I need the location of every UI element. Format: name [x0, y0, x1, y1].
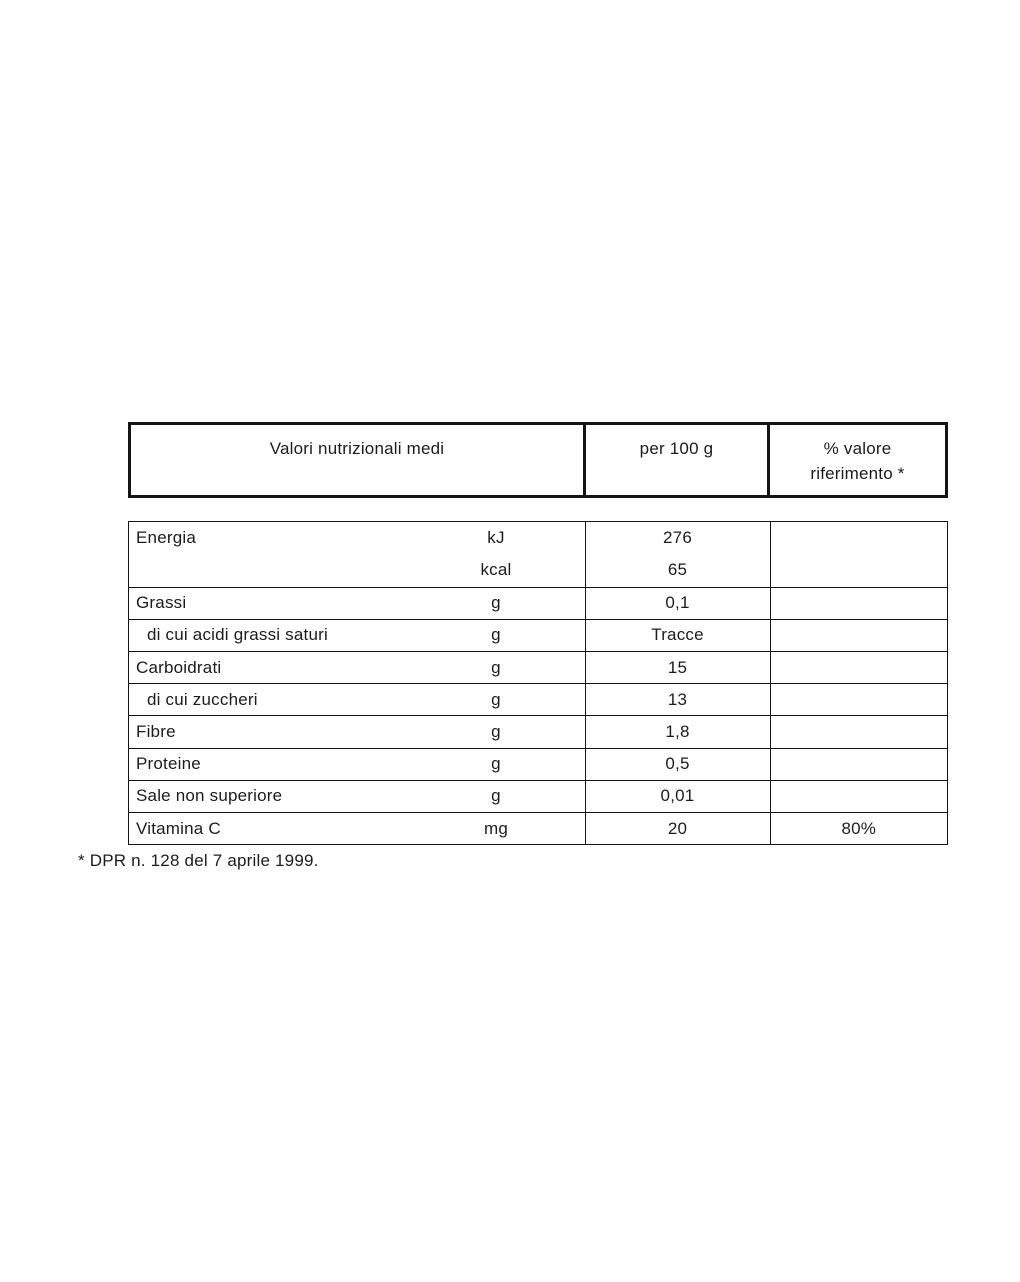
nutrient-label: Fibre [136, 721, 176, 741]
table-row-sale [129, 780, 947, 812]
nutrient-value: 20 [667, 818, 688, 838]
nutrient-label: Carboidrati [136, 657, 222, 677]
value-kcal: 65 [667, 560, 688, 580]
table-row-acidi-grassi-saturi [129, 619, 947, 651]
cell-value [586, 588, 771, 619]
cell-energia-label [129, 522, 586, 587]
nutrition-header-table [128, 422, 948, 498]
value-kj: 276 [663, 528, 692, 547]
table-row-grassi [129, 587, 947, 619]
table-row-zuccheri [129, 683, 947, 715]
cell-reference [771, 749, 948, 780]
nutrient-value: 0,01 [660, 786, 695, 806]
table-row-vitamina-c [129, 812, 947, 844]
cell-label [129, 620, 586, 651]
nutrition-body-table [128, 521, 948, 845]
nutrient-value: 1,8 [665, 721, 690, 741]
unit-label: g [491, 657, 501, 677]
table-row-proteine [129, 748, 947, 780]
cell-energia-values [586, 522, 771, 587]
table-row-fibre [129, 715, 947, 747]
nutrient-label: Sale non superiore [136, 786, 283, 806]
cell-label [129, 652, 586, 683]
unit-kcal: kcal [480, 560, 512, 580]
cell-label [129, 684, 586, 715]
unit-label: g [491, 625, 501, 645]
cell-label [129, 588, 586, 619]
unit-column [446, 522, 546, 587]
header-label-per-100g: per 100 g [639, 439, 714, 458]
cell-label [129, 781, 586, 812]
header-label-reference-line2: riferimento * [810, 464, 905, 483]
cell-reference [771, 620, 948, 651]
cell-reference [771, 684, 948, 715]
unit-label: g [491, 593, 501, 613]
nutrient-label: Vitamina C [136, 818, 221, 838]
cell-label [129, 749, 586, 780]
nutrient-label: Proteine [136, 754, 201, 774]
nutrient-value: 0,5 [665, 754, 690, 774]
nutrient-label: di cui acidi grassi saturi [147, 625, 328, 645]
header-label-reference-line1: % valore [823, 439, 892, 458]
header-label-nutrients: Valori nutrizionali medi [269, 439, 445, 458]
table-row-energia [129, 522, 947, 587]
unit-label: g [491, 721, 501, 741]
header-cell-reference-percent [770, 425, 945, 495]
unit-label: g [491, 689, 501, 709]
cell-label [129, 716, 586, 747]
nutrient-value: 13 [667, 689, 688, 709]
unit-label: g [491, 754, 501, 774]
unit-label: mg [483, 818, 509, 838]
cell-value [586, 813, 771, 844]
cell-reference [771, 781, 948, 812]
cell-reference [771, 652, 948, 683]
nutrient-label: Grassi [136, 593, 187, 613]
cell-reference [771, 813, 948, 844]
cell-value [586, 749, 771, 780]
cell-value [586, 652, 771, 683]
nutrient-value: 15 [667, 657, 688, 677]
nutrient-label: Energia [136, 528, 196, 547]
cell-energia-reference [771, 522, 948, 587]
cell-value [586, 684, 771, 715]
header-cell-nutrients [131, 425, 586, 495]
footnote: * DPR n. 128 del 7 aprile 1999. [78, 851, 319, 870]
nutrient-label: di cui zuccheri [147, 689, 258, 709]
reference-value: 80% [841, 818, 877, 838]
cell-value [586, 620, 771, 651]
cell-reference [771, 716, 948, 747]
cell-reference [771, 588, 948, 619]
unit-kj: kJ [487, 528, 505, 547]
nutrient-value: Tracce [651, 625, 704, 645]
cell-value [586, 716, 771, 747]
table-row-carboidrati [129, 651, 947, 683]
cell-label [129, 813, 586, 844]
cell-value [586, 781, 771, 812]
nutrient-value: 0,1 [665, 593, 690, 613]
header-cell-per-100g [586, 425, 770, 495]
unit-label: g [491, 786, 501, 806]
